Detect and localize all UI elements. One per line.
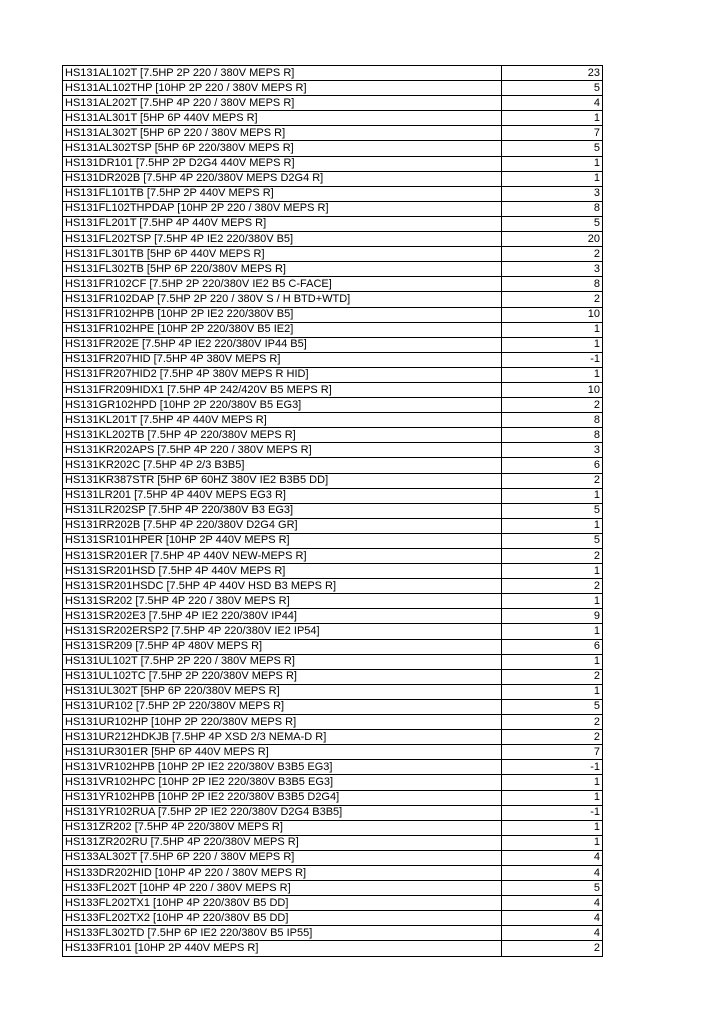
quantity-cell: 4 <box>502 96 603 111</box>
item-description-cell: HS131FR102HPE [10HP 2P 220/380V B5 IE2] <box>63 322 502 337</box>
item-description-cell: HS131FR102DAP [7.5HP 2P 220 / 380V S / H BTD+WTD] <box>63 292 502 307</box>
item-description-cell: HS131ZR202RU [7.5HP 4P 220/380V MEPS R] <box>63 835 502 850</box>
table-row <box>63 654 603 669</box>
quantity-cell: 4 <box>502 850 603 865</box>
table-row <box>63 156 603 171</box>
quantity-cell: 1 <box>502 488 603 503</box>
item-description-cell: HS131RR202B [7.5HP 4P 220/380V D2G4 GR] <box>63 518 502 533</box>
table-row <box>63 790 603 805</box>
table-row <box>63 367 603 382</box>
table-row <box>63 865 603 880</box>
item-description-cell: HS131AL102THP [10HP 2P 220 / 380V MEPS R] <box>63 81 502 96</box>
quantity-cell: 1 <box>502 654 603 669</box>
item-description-cell: HS133DR202HID [10HP 4P 220 / 380V MEPS R] <box>63 865 502 880</box>
item-description-cell: HS131UL102T [7.5HP 2P 220 / 380V MEPS R] <box>63 654 502 669</box>
quantity-cell: 2 <box>502 473 603 488</box>
item-description-cell: HS131KL202TB [7.5HP 4P 220/380V MEPS R] <box>63 428 502 443</box>
item-description-cell: HS131SR201ER [7.5HP 4P 440V NEW-MEPS R] <box>63 549 502 564</box>
quantity-cell: 2 <box>502 398 603 413</box>
table-row <box>63 428 603 443</box>
quantity-cell: 3 <box>502 262 603 277</box>
item-description-cell: HS131FR102CF [7.5HP 2P 220/380V IE2 B5 C-FACE] <box>63 277 502 292</box>
table-row <box>63 503 603 518</box>
quantity-cell: 2 <box>502 247 603 262</box>
item-description-cell: HS133FR101 [10HP 2P 440V MEPS R] <box>63 941 502 956</box>
quantity-cell: 1 <box>502 367 603 382</box>
table-row <box>63 307 603 322</box>
table-row <box>63 382 603 397</box>
table-row <box>63 277 603 292</box>
item-description-cell: HS131FR209HIDX1 [7.5HP 4P 242/420V B5 MEPS R] <box>63 382 502 397</box>
item-description-cell: HS131FL201T [7.5HP 4P 440V MEPS R] <box>63 216 502 231</box>
quantity-cell: 2 <box>502 715 603 730</box>
quantity-cell: 5 <box>502 216 603 231</box>
table-row <box>63 624 603 639</box>
table-row <box>63 262 603 277</box>
item-description-cell: HS131SR101HPER [10HP 2P 440V MEPS R] <box>63 533 502 548</box>
table-row <box>63 398 603 413</box>
item-description-cell: HS133AL302T [7.5HP 6P 220 / 380V MEPS R] <box>63 850 502 865</box>
table-row <box>63 186 603 201</box>
quantity-cell: 1 <box>502 156 603 171</box>
table-row <box>63 488 603 503</box>
item-description-cell: HS131FL102THPDAP [10HP 2P 220 / 380V MEPS R] <box>63 201 502 216</box>
item-description-cell: HS131UR102HP [10HP 2P 220/380V MEPS R] <box>63 715 502 730</box>
quantity-cell: 8 <box>502 428 603 443</box>
quantity-cell: 1 <box>502 337 603 352</box>
item-description-cell: HS131SR209 [7.5HP 4P 480V MEPS R] <box>63 639 502 654</box>
table-row <box>63 232 603 247</box>
table-row <box>63 881 603 896</box>
item-description-cell: HS131UL302T [5HP 6P 220/380V MEPS R] <box>63 684 502 699</box>
item-description-cell: HS131ZR202 [7.5HP 4P 220/380V MEPS R] <box>63 820 502 835</box>
quantity-cell: 8 <box>502 413 603 428</box>
quantity-cell: 1 <box>502 594 603 609</box>
item-description-cell: HS131UR301ER [5HP 6P 440V MEPS R] <box>63 745 502 760</box>
table-row <box>63 835 603 850</box>
table-row <box>63 760 603 775</box>
item-description-cell: HS131FL301TB [5HP 6P 440V MEPS R] <box>63 247 502 262</box>
item-description-cell: HS131FR207HID2 [7.5HP 4P 380V MEPS R HID] <box>63 367 502 382</box>
item-description-cell: HS131YR102RUA [7.5HP 2P IE2 220/380V D2G4 B3B5] <box>63 805 502 820</box>
table-row <box>63 443 603 458</box>
quantity-cell: 4 <box>502 926 603 941</box>
quantity-cell: 5 <box>502 81 603 96</box>
quantity-cell: 2 <box>502 292 603 307</box>
table-row <box>63 715 603 730</box>
item-description-cell: HS131SR201HSDC [7.5HP 4P 440V HSD B3 MEPS R] <box>63 579 502 594</box>
quantity-cell: 1 <box>502 820 603 835</box>
quantity-cell: 4 <box>502 865 603 880</box>
item-description-cell: HS131AL301T [5HP 6P 440V MEPS R] <box>63 111 502 126</box>
table-row <box>63 352 603 367</box>
table-row <box>63 247 603 262</box>
table-row <box>63 549 603 564</box>
table-row <box>63 111 603 126</box>
quantity-cell: -1 <box>502 760 603 775</box>
item-description-cell: HS131FL302TB [5HP 6P 220/380V MEPS R] <box>63 262 502 277</box>
table-row <box>63 745 603 760</box>
table-row <box>63 594 603 609</box>
quantity-cell: 9 <box>502 609 603 624</box>
item-description-cell: HS131UR212HDKJB [7.5HP 4P XSD 2/3 NEMA-D R] <box>63 730 502 745</box>
quantity-cell: 10 <box>502 307 603 322</box>
table-row <box>63 699 603 714</box>
quantity-cell: 6 <box>502 458 603 473</box>
table-row <box>63 126 603 141</box>
table-row <box>63 96 603 111</box>
table-row <box>63 805 603 820</box>
quantity-cell: -1 <box>502 805 603 820</box>
quantity-cell: 1 <box>502 624 603 639</box>
item-description-cell: HS131UL102TC [7.5HP 2P 220/380V MEPS R] <box>63 669 502 684</box>
table-row <box>63 684 603 699</box>
table-row <box>63 730 603 745</box>
inventory-table <box>62 65 603 957</box>
quantity-cell: 1 <box>502 835 603 850</box>
item-description-cell: HS131KL201T [7.5HP 4P 440V MEPS R] <box>63 413 502 428</box>
item-description-cell: HS131AL102T [7.5HP 2P 220 / 380V MEPS R] <box>63 66 502 81</box>
quantity-cell: 3 <box>502 443 603 458</box>
item-description-cell: HS131GR102HPD [10HP 2P 220/380V B5 EG3] <box>63 398 502 413</box>
quantity-cell: 1 <box>502 684 603 699</box>
quantity-cell: 1 <box>502 564 603 579</box>
item-description-cell: HS131FR207HID [7.5HP 4P 380V MEPS R] <box>63 352 502 367</box>
table-row <box>63 896 603 911</box>
item-description-cell: HS131YR102HPB [10HP 2P IE2 220/380V B3B5 D2G4] <box>63 790 502 805</box>
table-row <box>63 66 603 81</box>
item-description-cell: HS131FR202E [7.5HP 4P IE2 220/380V IP44 B5] <box>63 337 502 352</box>
quantity-cell: 1 <box>502 790 603 805</box>
item-description-cell: HS131LR201 [7.5HP 4P 440V MEPS EG3 R] <box>63 488 502 503</box>
quantity-cell: 1 <box>502 171 603 186</box>
item-description-cell: HS131FL202TSP [7.5HP 4P IE2 220/380V B5] <box>63 232 502 247</box>
item-description-cell: HS133FL202TX2 [10HP 4P 220/380V B5 DD] <box>63 911 502 926</box>
table-row <box>63 171 603 186</box>
quantity-cell: 1 <box>502 322 603 337</box>
quantity-cell: 5 <box>502 141 603 156</box>
item-description-cell: HS131SR202ERSP2 [7.5HP 4P 220/380V IE2 IP54] <box>63 624 502 639</box>
quantity-cell: 1 <box>502 111 603 126</box>
table-row <box>63 579 603 594</box>
table-row <box>63 81 603 96</box>
item-description-cell: HS131AL202T [7.5HP 4P 220 / 380V MEPS R] <box>63 96 502 111</box>
table-row <box>63 473 603 488</box>
quantity-cell: 4 <box>502 911 603 926</box>
inventory-table-body <box>63 66 603 957</box>
item-description-cell: HS131FR102HPB [10HP 2P IE2 220/380V B5] <box>63 307 502 322</box>
table-row <box>63 216 603 231</box>
item-description-cell: HS131SR202 [7.5HP 4P 220 / 380V MEPS R] <box>63 594 502 609</box>
table-row <box>63 609 603 624</box>
quantity-cell: 2 <box>502 669 603 684</box>
quantity-cell: 1 <box>502 775 603 790</box>
table-row <box>63 458 603 473</box>
item-description-cell: HS131SR202E3 [7.5HP 4P IE2 220/380V IP44] <box>63 609 502 624</box>
quantity-cell: 8 <box>502 201 603 216</box>
quantity-cell: 6 <box>502 639 603 654</box>
quantity-cell: 5 <box>502 533 603 548</box>
table-row <box>63 518 603 533</box>
item-description-cell: HS131VR102HPB [10HP 2P IE2 220/380V B3B5 EG3] <box>63 760 502 775</box>
quantity-cell: 20 <box>502 232 603 247</box>
table-row <box>63 413 603 428</box>
item-description-cell: HS131AL302TSP [5HP 6P 220/380V MEPS R] <box>63 141 502 156</box>
item-description-cell: HS131LR202SP [7.5HP 4P 220/380V B3 EG3] <box>63 503 502 518</box>
quantity-cell: 23 <box>502 66 603 81</box>
table-row <box>63 292 603 307</box>
quantity-cell: 2 <box>502 579 603 594</box>
table-row <box>63 322 603 337</box>
item-description-cell: HS131VR102HPC [10HP 2P IE2 220/380V B3B5 EG3] <box>63 775 502 790</box>
table-row <box>63 337 603 352</box>
quantity-cell: -1 <box>502 352 603 367</box>
quantity-cell: 1 <box>502 518 603 533</box>
item-description-cell: HS131SR201HSD [7.5HP 4P 440V MEPS R] <box>63 564 502 579</box>
item-description-cell: HS131DR101 [7.5HP 2P D2G4 440V MEPS R] <box>63 156 502 171</box>
quantity-cell: 7 <box>502 745 603 760</box>
table-row <box>63 926 603 941</box>
quantity-cell: 2 <box>502 549 603 564</box>
table-row <box>63 564 603 579</box>
item-description-cell: HS131DR202B [7.5HP 4P 220/380V MEPS D2G4 R] <box>63 171 502 186</box>
table-row <box>63 911 603 926</box>
quantity-cell: 3 <box>502 186 603 201</box>
item-description-cell: HS131KR387STR [5HP 6P 60HZ 380V IE2 B3B5 DD] <box>63 473 502 488</box>
table-row <box>63 941 603 956</box>
table-row <box>63 669 603 684</box>
item-description-cell: HS131KR202C [7.5HP 4P 2/3 B3B5] <box>63 458 502 473</box>
table-row <box>63 201 603 216</box>
quantity-cell: 5 <box>502 881 603 896</box>
table-row <box>63 820 603 835</box>
quantity-cell: 4 <box>502 896 603 911</box>
item-description-cell: HS133FL202TX1 [10HP 4P 220/380V B5 DD] <box>63 896 502 911</box>
item-description-cell: HS133FL302TD [7.5HP 6P IE2 220/380V B5 IP55] <box>63 926 502 941</box>
table-row <box>63 141 603 156</box>
item-description-cell: HS131AL302T [5HP 6P 220 / 380V MEPS R] <box>63 126 502 141</box>
quantity-cell: 5 <box>502 699 603 714</box>
item-description-cell: HS131UR102 [7.5HP 2P 220/380V MEPS R] <box>63 699 502 714</box>
table-row <box>63 850 603 865</box>
item-description-cell: HS133FL202T [10HP 4P 220 / 380V MEPS R] <box>63 881 502 896</box>
table-row <box>63 775 603 790</box>
quantity-cell: 5 <box>502 503 603 518</box>
quantity-cell: 8 <box>502 277 603 292</box>
item-description-cell: HS131KR202APS [7.5HP 4P 220 / 380V MEPS R] <box>63 443 502 458</box>
quantity-cell: 7 <box>502 126 603 141</box>
quantity-cell: 2 <box>502 730 603 745</box>
table-row <box>63 533 603 548</box>
quantity-cell: 2 <box>502 941 603 956</box>
quantity-cell: 10 <box>502 382 603 397</box>
table-row <box>63 639 603 654</box>
item-description-cell: HS131FL101TB [7.5HP 2P 440V MEPS R] <box>63 186 502 201</box>
